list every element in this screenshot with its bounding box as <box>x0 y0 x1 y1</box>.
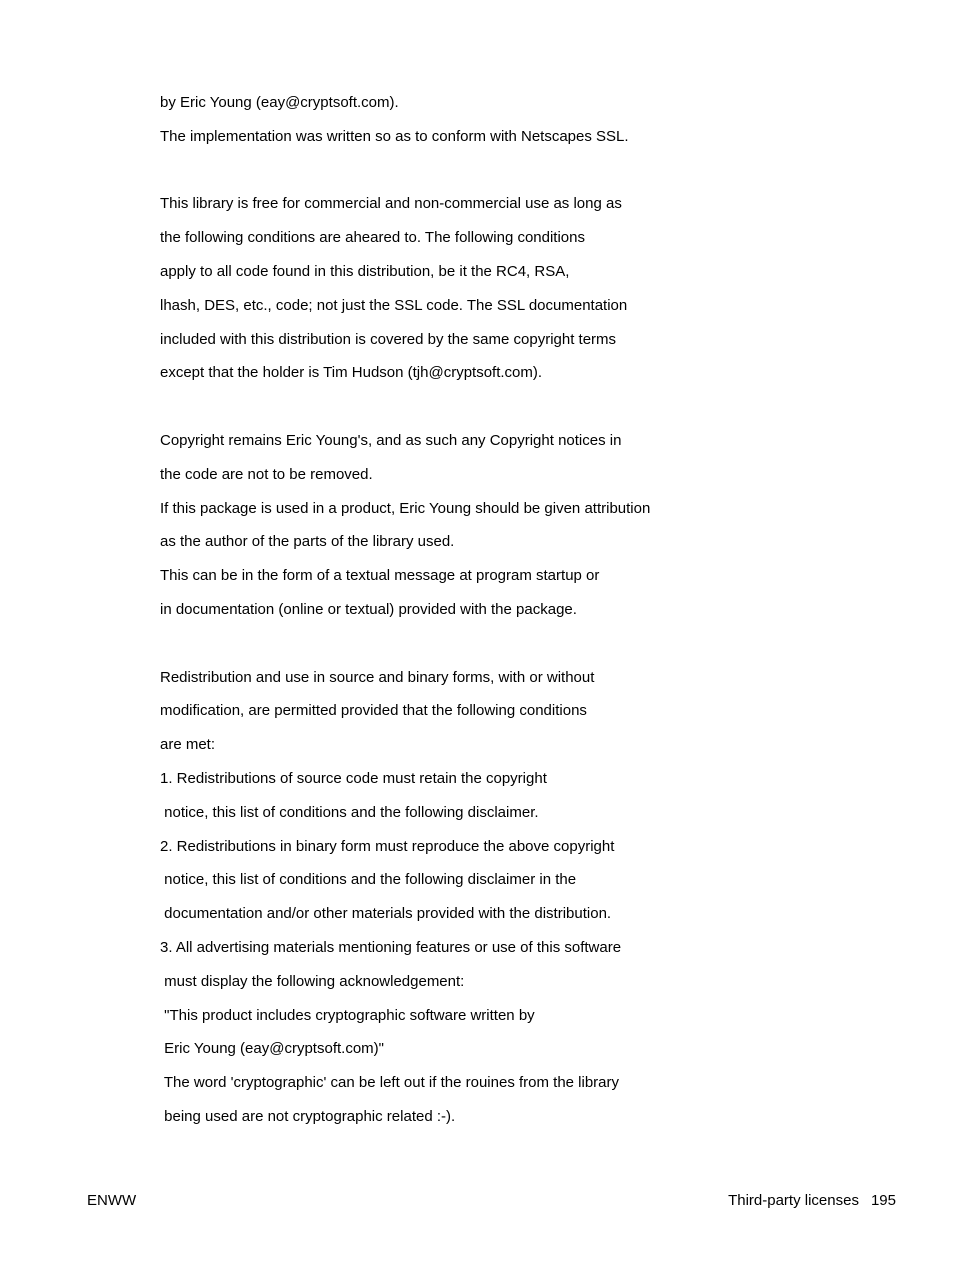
text-line: The word 'cryptographic' can be left out if the rouines from the library <box>160 1074 620 1092</box>
text-line: 3. All advertising materials mentioning features or use of this software <box>160 938 622 956</box>
text-line: the code are not to be removed. <box>160 465 373 483</box>
text-line: The implementation was written so as to conform with Netscapes SSL. <box>160 127 629 145</box>
text-line: notice, this list of conditions and the following disclaimer in the <box>160 871 577 889</box>
text-line: being used are not cryptographic related :-). <box>160 1107 456 1125</box>
text-line: modification, are permitted provided that the following conditions <box>160 702 587 720</box>
text-line: the following conditions are aheared to. The following conditions <box>160 229 585 247</box>
text-line: documentation and/or other materials provided with the distribution. <box>160 905 612 923</box>
text-line: 2. Redistributions in binary form must reproduce the above copyright <box>160 837 615 855</box>
blank-line <box>160 633 860 655</box>
page-footer <box>87 1190 896 1212</box>
page-number: 195 <box>870 1192 896 1209</box>
footer-section-info <box>728 1190 896 1212</box>
text-line: This can be in the form of a textual message at program startup or <box>160 567 600 585</box>
text-line: If this package is used in a product, Eric Young should be given attribution <box>160 499 651 517</box>
license-text-body <box>160 92 860 1140</box>
text-line: except that the holder is Tim Hudson (tjh@cryptsoft.com). <box>160 364 543 382</box>
text-line: Copyright remains Eric Young's, and as such any Copyright notices in <box>160 431 622 449</box>
text-line: in documentation (online or textual) provided with the package. <box>160 600 577 618</box>
text-line: lhash, DES, etc., code; not just the SSL code. The SSL documentation <box>160 296 628 314</box>
text-line: by Eric Young (eay@cryptsoft.com). <box>160 94 399 111</box>
text-line: apply to all code found in this distribution, be it the RC4, RSA, <box>160 262 570 280</box>
text-line: notice, this list of conditions and the following disclaimer. <box>160 803 539 821</box>
text-line: as the author of the parts of the library used. <box>160 533 455 551</box>
footer-label: ENWW <box>87 1192 137 1209</box>
text-line: "This product includes cryptographic software written by <box>160 1006 535 1024</box>
text-line: Redistribution and use in source and binary forms, with or without <box>160 668 595 686</box>
text-line: included with this distribution is covered by the same copyright terms <box>160 330 617 348</box>
blank-line <box>160 160 860 182</box>
text-line: must display the following acknowledgement: <box>160 972 465 990</box>
text-line: This library is free for commercial and non-commercial use as long as <box>160 195 622 213</box>
footer-section-title: Third-party licenses <box>728 1192 859 1209</box>
text-line: are met: <box>160 736 216 754</box>
blank-line <box>160 396 860 418</box>
text-line: Eric Young (eay@cryptsoft.com)" <box>160 1040 384 1058</box>
text-line: 1. Redistributions of source code must retain the copyright <box>160 769 547 787</box>
